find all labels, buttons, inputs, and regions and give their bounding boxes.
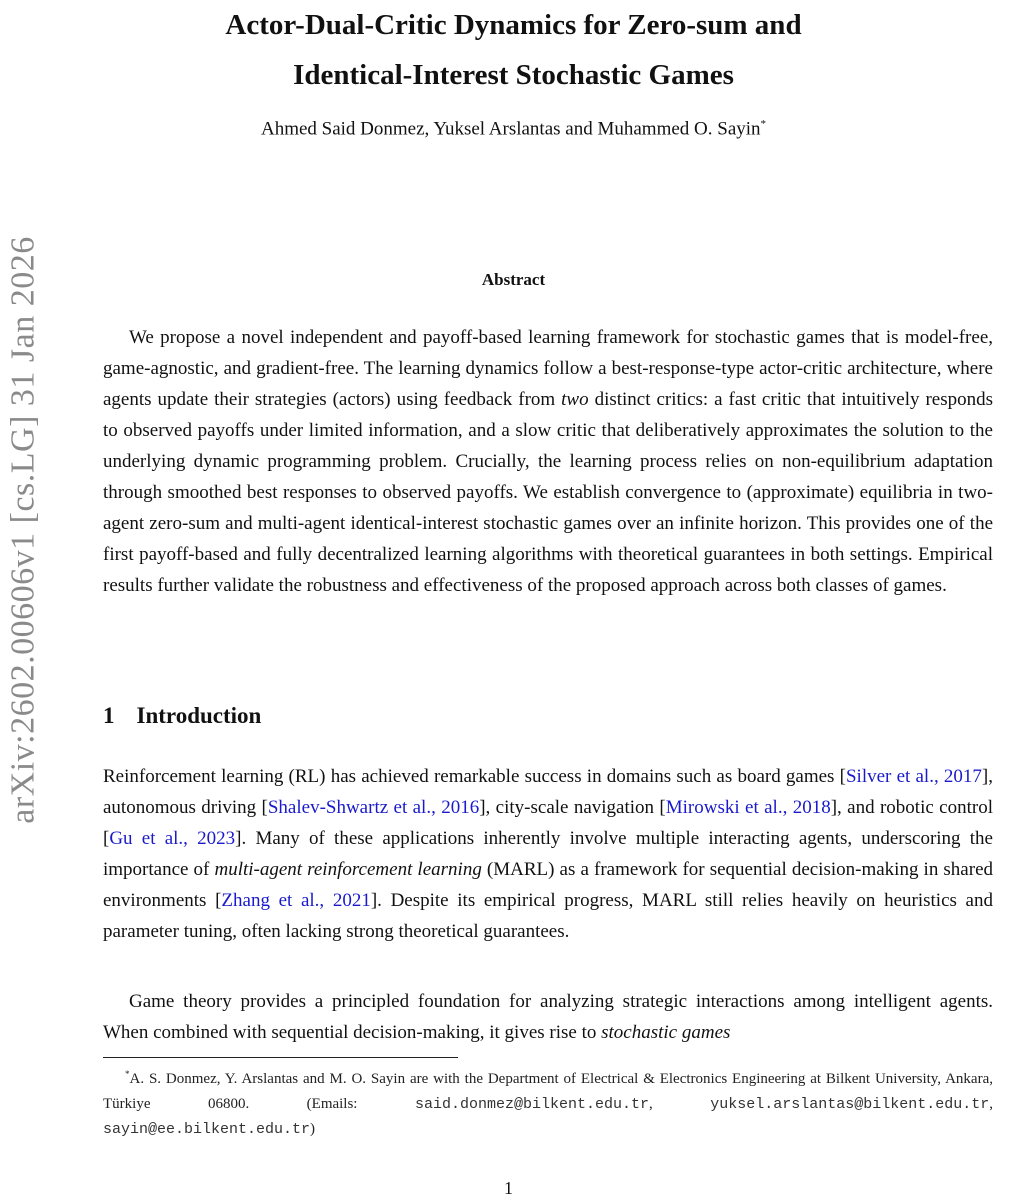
citation-link-silver-2017[interactable]: Silver et al., 2017 (845, 766, 982, 787)
author-list (40, 118, 987, 140)
intro-text: ]. Many of these applications inherently involve multiple interacting agents, underscoring the importance of (103, 828, 993, 880)
abstract-emphasis: two (561, 389, 589, 410)
citation-link-gu-2023[interactable]: Gu et al., 2023 (109, 828, 236, 849)
intro-text: ], autonomous driving [ (103, 766, 993, 818)
abstract-heading: Abstract (481, 270, 546, 289)
intro-text: ]. Despite its empirical progress, MARL still relies heavily on heuristics and parameter tuning, often lacking strong theoretical guarantees. (103, 890, 993, 942)
intro-paragraph-1 (103, 761, 993, 947)
intro-text: Game theory provides a principled foundation for analyzing strategic interactions among intelligent agents. When combined with sequential decision-making, it gives rise to (103, 991, 993, 1043)
section-heading-introduction (103, 703, 261, 729)
citation-link-shalev-shwartz-2016[interactable]: Shalev-Shwartz et al., 2016 (267, 797, 480, 818)
footnote-divider (103, 1057, 458, 1058)
email-arslantas[interactable]: yuksel.arslantas@bilkent.edu.tr (710, 1096, 990, 1113)
citation-link-mirowski-2018[interactable]: Mirowski et al., 2018 (665, 797, 831, 818)
footnote-separator: , (649, 1096, 711, 1112)
intro-text: ], city-scale navigation [ (479, 797, 666, 818)
citation-link-zhang-2021[interactable]: Zhang et al., 2021 (221, 890, 371, 911)
footnote-close: ) (310, 1121, 316, 1137)
email-donmez[interactable]: said.donmez@bilkent.edu.tr (414, 1096, 649, 1113)
abstract-body (103, 322, 993, 601)
page-number: 1 (504, 1178, 513, 1198)
abstract-text-2: distinct critics: a fast critic that intuitively responds to observed payoffs under limited information, and a slow critic that deliberatively approximates the solution to the underlying dynamic programming problem. Crucially, the learning process relies on non-equilibrium adaptation through smoothed best responses to observed payoffs. We establish convergence to (approximate) equilibria in two-agent zero-sum and multi-agent identical-interest stochastic games over an infinite horizon. This provides one of the first payoff-based and fully decentralized learning algorithms with theoretical guarantees in both settings. Empirical results further validate the robustness and effectiveness of the proposed approach across both classes of games. (103, 389, 993, 596)
title-line-2: Identical-Interest Stochastic Games (293, 59, 734, 91)
intro-paragraph-2 (103, 986, 993, 1048)
arxiv-identifier-stamp (0, 200, 48, 860)
intro-text: Reinforcement learning (RL) has achieved remarkable success in domains such as board games [ (103, 766, 846, 787)
footnote-text: A. S. Donmez, Y. Arslantas and M. O. Sayin are with the Department of Electrical & Electronics Engineering at Bilkent University, Ankara, Türkiye 06800. (Emails: (103, 1071, 993, 1112)
author-names: Ahmed Said Donmez, Yuksel Arslantas and Muhammed O. Sayin (260, 118, 761, 140)
intro-text: ], and robotic control [ (103, 797, 993, 849)
email-sayin[interactable]: sayin@ee.bilkent.edu.tr (103, 1121, 311, 1138)
abstract-text-1: We propose a novel independent and payoff-based learning framework for stochastic games that is model-free, game-agnostic, and gradient-free. The learning dynamics follow a best-response-type actor-critic architecture, where agents update their strategies (actors) using feedback from (103, 327, 993, 410)
intro-emphasis-marl: multi-agent reinforcement learning (214, 859, 482, 880)
footnote-mark: * (125, 1069, 130, 1079)
section-number: 1 (103, 703, 115, 728)
intro-emphasis-stochastic-games: stochastic games (601, 1022, 731, 1043)
paper-title (40, 0, 987, 100)
author-affiliation-footnote (103, 1062, 993, 1142)
author-footnote-mark: * (760, 118, 767, 130)
arxiv-stamp-text: arXiv:2602.00606v1 [cs.LG] 31 Jan 2026 (5, 236, 43, 824)
title-line-1: Actor-Dual-Critic Dynamics for Zero-sum and (225, 9, 802, 41)
section-title: Introduction (136, 703, 262, 728)
footnote-separator: , (989, 1096, 994, 1112)
intro-text: (MARL) as a framework for sequential decision-making in shared environments [ (103, 859, 994, 911)
